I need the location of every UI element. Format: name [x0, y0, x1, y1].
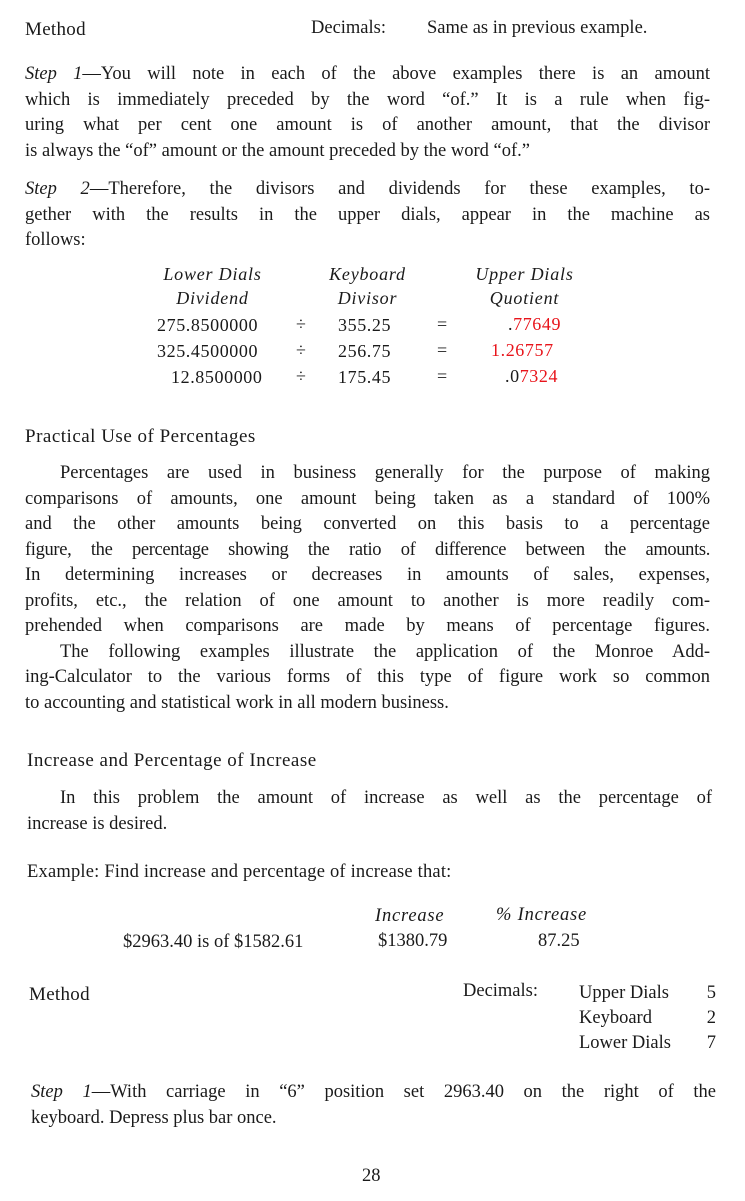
step1-line: which is immediately preceded by the word “of.” It is a rule when fig-: [25, 89, 710, 110]
practical-line: Percentages are used in business generally for the purpose of making: [60, 463, 710, 483]
divisor-cell: 256.75: [338, 341, 392, 361]
final-step-label: Step 1: [31, 1082, 92, 1102]
practical-line: ing-Calculator to the various forms of this type of figure work so common: [25, 667, 710, 687]
decimals-item: Lower Dials 7: [579, 1033, 716, 1053]
increase-heading: Increase and Percentage of Increase: [27, 750, 317, 771]
decimals-item: Upper Dials 5: [579, 983, 716, 1003]
practical-line: The following examples illustrate the application of the Monroe Add-: [60, 641, 710, 662]
division-sign: ÷: [296, 366, 307, 386]
final-step-paragraph: [31, 1080, 716, 1131]
col-increase-header: Increase: [375, 906, 445, 926]
method-heading: Method: [25, 19, 86, 40]
practical-line: to accounting and statistical work in all modern business.: [25, 692, 449, 713]
decimals-label: Decimals:: [311, 18, 387, 38]
step1-line: is always the “of” amount or the amount preceded by the word “of.”: [25, 140, 530, 161]
practical-line: profits, etc., the relation of one amount to another is more readily com-: [25, 590, 710, 611]
practical-line: and the other amounts being converted on this basis to a percentage: [25, 514, 710, 534]
dividend-cell: 12.8500000: [171, 367, 263, 387]
divisor-cell: 175.45: [338, 367, 392, 387]
increase-paragraph: [27, 786, 712, 837]
decimals-label-2: Decimals:: [463, 981, 539, 1001]
division-sign: ÷: [296, 314, 307, 334]
pct-increase-value: 87.25: [538, 931, 580, 951]
example-statement: $2963.40 is of $1582.61: [123, 932, 304, 952]
decimals-list: [579, 981, 716, 1056]
decimals-value: Same as in previous example.: [427, 18, 648, 38]
practical-line: figure, the percentage showing the ratio of difference between the amounts.: [25, 539, 710, 560]
decimals-item: Keyboard 2: [579, 1008, 716, 1028]
practical-heading: Practical Use of Percentages: [25, 426, 256, 447]
equals-sign: =: [437, 340, 448, 360]
step2-line: follows:: [25, 230, 86, 250]
practical-line: comparisons of amounts, one amount being taken as a standard of 100%: [25, 488, 710, 509]
increase-value: $1380.79: [378, 931, 448, 951]
divisor-cell: 355.25: [338, 315, 392, 335]
increase-line: In this problem the amount of increase as well as the percentage of: [60, 788, 712, 808]
page-number: 28: [362, 1166, 381, 1186]
header-lower-dials: Lower Dials Dividend: [163, 264, 262, 308]
final-step-line: keyboard. Depress plus bar once.: [31, 1107, 277, 1128]
division-table: [0, 0, 745, 400]
step2-line: Step 2—Therefore, the divisors and dividends for these examples, to-: [25, 179, 710, 199]
final-step-line: Step 1—With carriage in “6” position set 2963.40 on the right of the: [31, 1082, 716, 1102]
step2-label: Step 2: [25, 179, 90, 199]
col-pct-increase-header: % Increase: [496, 905, 588, 925]
increase-line: increase is desired.: [27, 813, 168, 834]
dividend-cell: 325.4500000: [157, 341, 259, 361]
step1-line: uring what per cent one amount is of another amount, that the divisor: [25, 115, 710, 135]
step2-line: gether with the results in the upper dials, appear in the machine as: [25, 204, 710, 225]
division-sign: ÷: [296, 340, 307, 360]
header-keyboard: Keyboard Divisor: [329, 264, 406, 308]
practical-line: prehended when comparisons are made by means of percentage figures.: [25, 616, 710, 636]
practical-paragraph: [25, 461, 710, 716]
dividend-cell: 275.8500000: [157, 315, 259, 335]
quotient-cell: 1.26757: [491, 340, 554, 360]
example-text: Example: Find increase and percentage of increase that:: [27, 862, 452, 882]
header-upper-dials: Upper Dials Quotient: [475, 264, 574, 308]
practical-line: In determining increases or decreases in amounts of sales, expenses,: [25, 565, 710, 585]
method-heading-2: Method: [29, 984, 90, 1005]
equals-sign: =: [437, 314, 448, 334]
step1-line: Step 1—You will note in each of the above examples there is an amount: [25, 64, 710, 84]
equals-sign: =: [437, 366, 448, 386]
step1-label: Step 1: [25, 64, 83, 84]
quotient-cell: .77649: [508, 314, 562, 334]
quotient-cell: .07324: [505, 366, 559, 386]
